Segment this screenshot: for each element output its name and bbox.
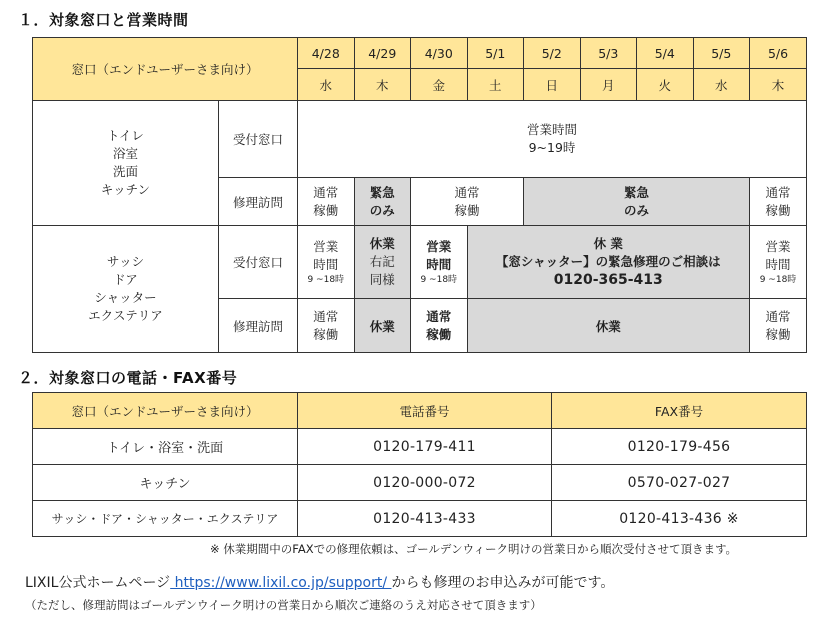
fax-number: 0120-179-456 <box>552 429 807 465</box>
tel-number: 0120-413-433 <box>298 501 552 537</box>
status-cell-closed: 休業 <box>354 299 411 353</box>
tel-number: 0120-000-072 <box>298 465 552 501</box>
status-cell-closed-emergency-contact: 休 業 【窓シャッター】の緊急修理のご相談は 0120-365-413 <box>467 226 750 299</box>
weekday-cell: 水 <box>693 69 750 101</box>
status-cell: 営業 時間 9 ~18時 <box>411 226 468 299</box>
status-cell: 通常 稼働 <box>411 299 468 353</box>
table-row <box>33 501 807 537</box>
date-cell: 4/28 <box>298 38 355 69</box>
date-cell: 5/4 <box>637 38 694 69</box>
weekday-cell: 金 <box>411 69 468 101</box>
weekday-cell: 水 <box>298 69 355 101</box>
header-window: 窓口（エンドユーザーさま向け） <box>33 393 298 429</box>
reception-label: 受付窓口 <box>219 101 298 178</box>
date-cell: 4/30 <box>411 38 468 69</box>
date-cell: 5/6 <box>750 38 807 69</box>
weekday-cell: 木 <box>750 69 807 101</box>
reception-hours: 営業時間 9~19時 <box>298 101 807 178</box>
phone-fax-table <box>32 392 807 537</box>
repair-label: 修理訪問 <box>219 178 298 226</box>
status-cell: 営業 時間 9 ~18時 <box>298 226 355 299</box>
repair-label: 修理訪問 <box>219 299 298 353</box>
window-header: 窓口（エンドユーザーさま向け） <box>33 38 298 101</box>
section2-title: ２．対象窓口の電話・FAX番号 <box>18 369 238 387</box>
reception-label: 受付窓口 <box>219 226 298 299</box>
fax-number: 0570-027-027 <box>552 465 807 501</box>
status-cell: 通常 稼働 <box>411 178 524 226</box>
date-cell: 4/29 <box>354 38 411 69</box>
date-cell: 5/1 <box>467 38 524 69</box>
tel-number: 0120-179-411 <box>298 429 552 465</box>
header-tel: 電話番号 <box>298 393 552 429</box>
window-name: キッチン <box>33 465 298 501</box>
homepage-suffix: からも修理のお申込みが可能です。 <box>391 575 615 591</box>
table-row <box>33 429 807 465</box>
weekday-cell: 木 <box>354 69 411 101</box>
table-row <box>33 465 807 501</box>
header-fax: FAX番号 <box>552 393 807 429</box>
status-cell-closed: 休業 右記 同様 <box>354 226 411 299</box>
emergency-phone: 0120-365-413 <box>553 272 663 288</box>
status-cell: 通常 稼働 <box>298 299 355 353</box>
date-cell: 5/5 <box>693 38 750 69</box>
status-cell-emergency: 緊急 のみ <box>354 178 411 226</box>
fax-note: ※ 休業期間中のFAXでの修理依頼は、ゴールデンウィーク明けの営業日から順次受付させて頂きます。 <box>210 542 738 556</box>
weekday-cell: 月 <box>580 69 637 101</box>
status-cell: 通常 稼働 <box>750 299 807 353</box>
status-cell: 通常 稼働 <box>750 178 807 226</box>
homepage-line <box>25 572 614 592</box>
window-name: トイレ・浴室・洗面 <box>33 429 298 465</box>
status-cell-closed: 休業 <box>467 299 750 353</box>
weekday-cell: 土 <box>467 69 524 101</box>
category-toilet-bath-kitchen: トイレ 浴室 洗面 キッチン <box>33 101 219 226</box>
homepage-prefix: LIXIL公式ホームページ <box>25 575 171 591</box>
weekday-cell: 火 <box>637 69 694 101</box>
weekday-cell: 日 <box>524 69 581 101</box>
status-cell: 営業 時間 9 ~18時 <box>750 226 807 299</box>
section1-title: １．対象窓口と営業時間 <box>18 11 189 29</box>
date-cell: 5/2 <box>524 38 581 69</box>
repair-visit-note: （ただし、修理訪問はゴールデンウイーク明けの営業日から順次ご連絡のうえ対応させて頂きます） <box>25 598 542 612</box>
window-name: サッシ・ドア・シャッター・エクステリア <box>33 501 298 537</box>
category-sash-door-shutter-exterior: サッシ ドア シャッター エクステリア <box>33 226 219 353</box>
date-cell: 5/3 <box>580 38 637 69</box>
fax-number: 0120-413-436 ※ <box>552 501 807 537</box>
business-hours-table <box>32 37 807 353</box>
status-cell: 通常 稼働 <box>298 178 355 226</box>
status-cell-emergency: 緊急 のみ <box>524 178 750 226</box>
homepage-link[interactable]: https://www.lixil.co.jp/support/ <box>170 575 392 591</box>
